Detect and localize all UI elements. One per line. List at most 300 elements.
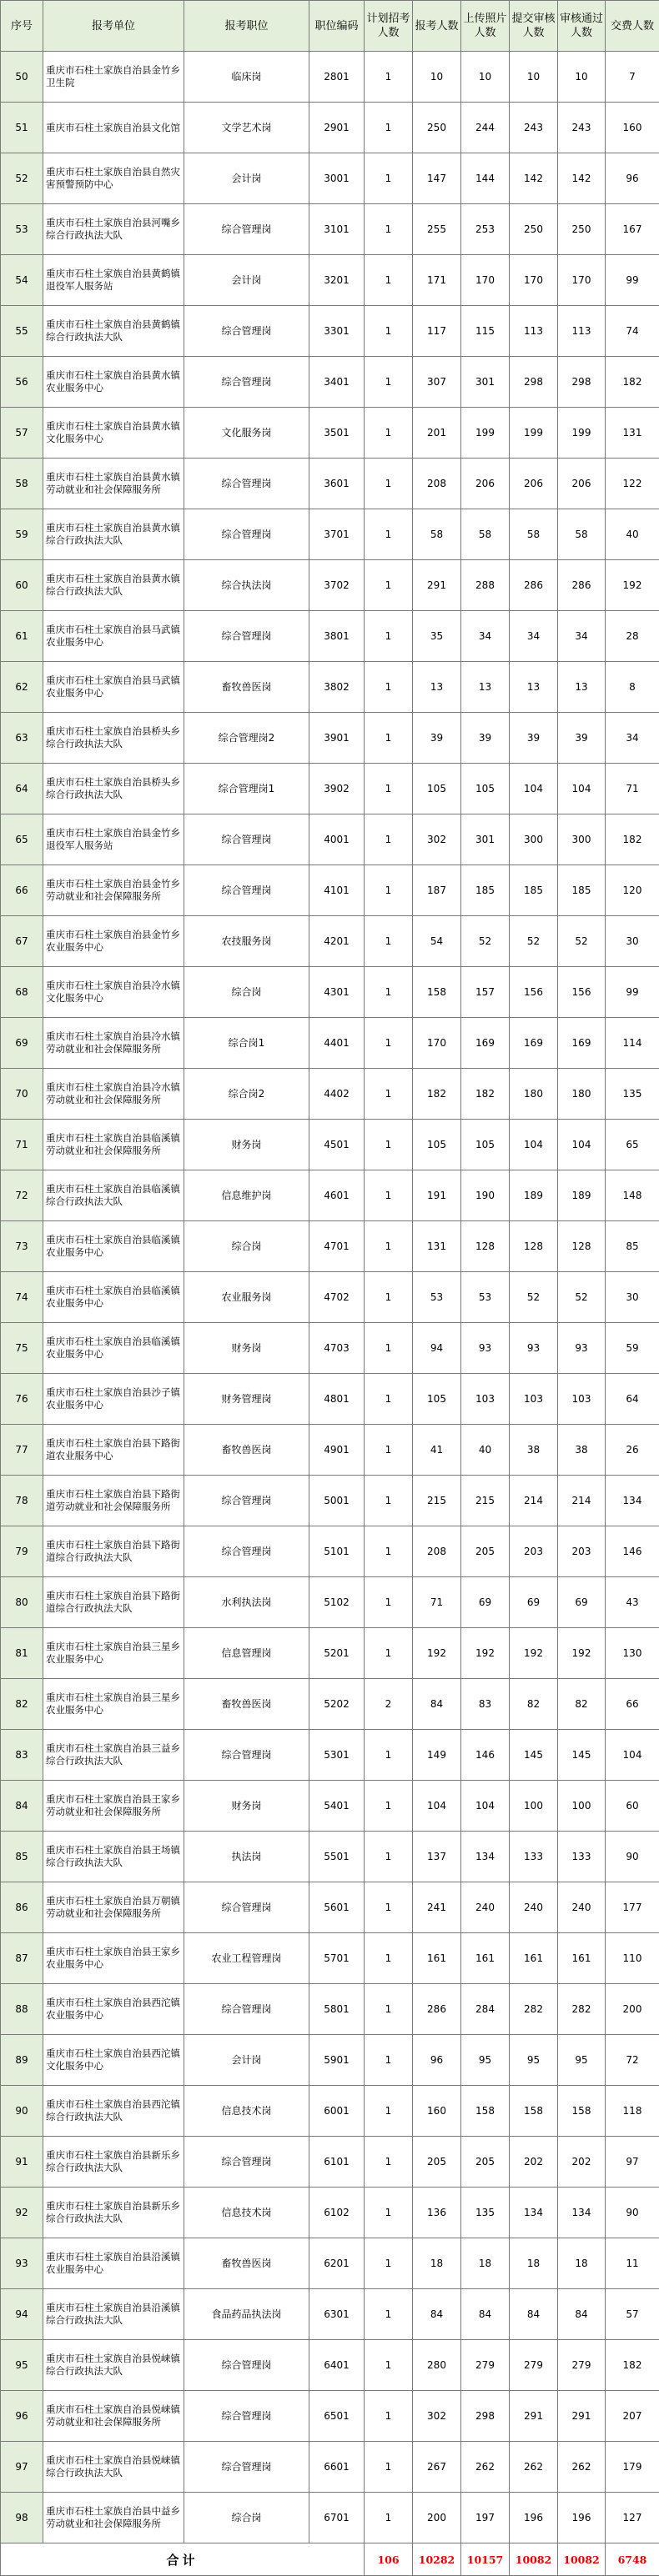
row-applicants: 171: [413, 255, 461, 306]
row-planned: 1: [365, 1781, 413, 1832]
row-index: 57: [1, 408, 43, 459]
row-applicants: 105: [413, 764, 461, 814]
row-submitted: 93: [510, 1323, 558, 1374]
row-submitted: 39: [510, 713, 558, 764]
row-photos: 34: [461, 611, 510, 662]
row-unit: 重庆市石柱土家族自治县三益乡综合行政执法大队: [43, 1730, 184, 1781]
row-index: 63: [1, 713, 43, 764]
row-index: 70: [1, 1069, 43, 1120]
row-code: 3901: [309, 713, 365, 764]
row-applicants: 13: [413, 662, 461, 713]
row-paid: 90: [606, 1832, 659, 1882]
row-unit: 重庆市石柱土家族自治县中益乡劳动就业和社会保障服务所: [43, 2493, 184, 2543]
row-code: 2801: [309, 52, 365, 103]
table-row: [1, 52, 659, 103]
row-code: 3401: [309, 357, 365, 408]
row-applicants: 84: [413, 2289, 461, 2340]
row-code: 3501: [309, 408, 365, 459]
row-position: 文化服务岗: [184, 408, 309, 459]
row-planned: 1: [365, 2137, 413, 2188]
row-planned: 1: [365, 2035, 413, 2086]
row-code: 5801: [309, 1984, 365, 2035]
row-paid: 114: [606, 1018, 659, 1069]
row-index: 66: [1, 865, 43, 916]
row-unit: 重庆市石柱土家族自治县下路街道劳动就业和社会保障服务所: [43, 1476, 184, 1526]
header-paid: 交费人数: [606, 1, 659, 52]
row-unit: 重庆市石柱土家族自治县临溪镇综合行政执法大队: [43, 1170, 184, 1221]
row-planned: 1: [365, 1984, 413, 2035]
row-paid: 43: [606, 1577, 659, 1628]
row-applicants: 255: [413, 204, 461, 255]
row-position: 畜牧兽医岗: [184, 2238, 309, 2289]
row-code: 6301: [309, 2289, 365, 2340]
row-photos: 135: [461, 2188, 510, 2238]
row-paid: 179: [606, 2442, 659, 2493]
row-submitted: 10: [510, 52, 558, 103]
row-position: 信息技术岗: [184, 2086, 309, 2137]
header-planned: 计划招考人数: [365, 1, 413, 52]
table-row: [1, 1781, 659, 1832]
row-index: 81: [1, 1628, 43, 1679]
row-position: 综合岗: [184, 1221, 309, 1272]
row-index: 69: [1, 1018, 43, 1069]
row-position: 综合管理岗: [184, 204, 309, 255]
row-paid: 130: [606, 1628, 659, 1679]
row-planned: 2: [365, 1679, 413, 1730]
row-code: 5901: [309, 2035, 365, 2086]
row-code: 4701: [309, 1221, 365, 1272]
table-row: [1, 459, 659, 509]
row-unit: 重庆市石柱土家族自治县临溪镇农业服务中心: [43, 1221, 184, 1272]
row-planned: 1: [365, 357, 413, 408]
row-paid: 40: [606, 509, 659, 560]
row-position: 综合管理岗: [184, 1984, 309, 2035]
row-unit: 重庆市石柱土家族自治县桥头乡综合行政执法大队: [43, 713, 184, 764]
header-unit: 报考单位: [43, 1, 184, 52]
row-planned: 1: [365, 1730, 413, 1781]
row-photos: 58: [461, 509, 510, 560]
header-approved: 审核通过人数: [558, 1, 606, 52]
row-submitted: 38: [510, 1425, 558, 1476]
row-approved: 133: [558, 1832, 606, 1882]
row-unit: 重庆市石柱土家族自治县冷水镇文化服务中心: [43, 967, 184, 1018]
row-paid: 64: [606, 1374, 659, 1425]
row-approved: 142: [558, 153, 606, 204]
row-approved: 145: [558, 1730, 606, 1781]
row-submitted: 69: [510, 1577, 558, 1628]
row-photos: 288: [461, 560, 510, 611]
row-code: 6102: [309, 2188, 365, 2238]
row-position: 综合管理岗: [184, 2137, 309, 2188]
row-photos: 240: [461, 1882, 510, 1933]
row-approved: 189: [558, 1170, 606, 1221]
table-row: [1, 2188, 659, 2238]
row-approved: 291: [558, 2391, 606, 2442]
row-unit: 重庆市石柱土家族自治县黄水镇农业服务中心: [43, 357, 184, 408]
row-photos: 103: [461, 1374, 510, 1425]
row-index: 67: [1, 916, 43, 967]
row-unit: 重庆市石柱土家族自治县三星乡农业服务中心: [43, 1679, 184, 1730]
row-unit: 重庆市石柱土家族自治县王场镇综合行政执法大队: [43, 1832, 184, 1882]
row-index: 56: [1, 357, 43, 408]
row-position: 综合管理岗: [184, 306, 309, 357]
row-approved: 286: [558, 560, 606, 611]
row-paid: 127: [606, 2493, 659, 2543]
row-code: 5201: [309, 1628, 365, 1679]
row-approved: 158: [558, 2086, 606, 2137]
header-index: 序号: [1, 1, 43, 52]
row-unit: 重庆市石柱土家族自治县桥头乡综合行政执法大队: [43, 764, 184, 814]
row-paid: 59: [606, 1323, 659, 1374]
row-code: 4801: [309, 1374, 365, 1425]
row-approved: 104: [558, 764, 606, 814]
row-approved: 180: [558, 1069, 606, 1120]
row-approved: 282: [558, 1984, 606, 2035]
row-unit: 重庆市石柱土家族自治县西沱镇文化服务中心: [43, 2035, 184, 2086]
row-code: 6501: [309, 2391, 365, 2442]
row-position: 畜牧兽医岗: [184, 1679, 309, 1730]
row-position: 农技服务岗: [184, 916, 309, 967]
row-approved: 104: [558, 1120, 606, 1170]
row-unit: 重庆市石柱土家族自治县金竹乡劳动就业和社会保障服务所: [43, 865, 184, 916]
row-submitted: 291: [510, 2391, 558, 2442]
row-index: 62: [1, 662, 43, 713]
row-paid: 200: [606, 1984, 659, 2035]
row-submitted: 196: [510, 2493, 558, 2543]
row-paid: 30: [606, 916, 659, 967]
row-index: 90: [1, 2086, 43, 2137]
row-applicants: 250: [413, 103, 461, 153]
row-photos: 128: [461, 1221, 510, 1272]
header-position: 报考职位: [184, 1, 309, 52]
row-planned: 1: [365, 814, 413, 865]
row-planned: 1: [365, 509, 413, 560]
header-photos: 上传照片人数: [461, 1, 510, 52]
row-index: 50: [1, 52, 43, 103]
header-position-code: 职位编码: [309, 1, 365, 52]
row-submitted: 52: [510, 1272, 558, 1323]
row-code: 6701: [309, 2493, 365, 2543]
row-paid: 71: [606, 764, 659, 814]
row-photos: 10: [461, 52, 510, 103]
row-position: 畜牧兽医岗: [184, 662, 309, 713]
row-code: 3001: [309, 153, 365, 204]
table-row: [1, 1832, 659, 1882]
header-submitted: 提交审核人数: [510, 1, 558, 52]
row-paid: 74: [606, 306, 659, 357]
row-paid: 96: [606, 153, 659, 204]
row-position: 综合岗1: [184, 1018, 309, 1069]
row-photos: 95: [461, 2035, 510, 2086]
row-planned: 1: [365, 1170, 413, 1221]
row-applicants: 201: [413, 408, 461, 459]
row-position: 财务岗: [184, 1120, 309, 1170]
row-unit: 重庆市石柱土家族自治县黄水镇综合行政执法大队: [43, 509, 184, 560]
row-planned: 1: [365, 2086, 413, 2137]
row-approved: 169: [558, 1018, 606, 1069]
row-position: 会计岗: [184, 2035, 309, 2086]
row-applicants: 208: [413, 459, 461, 509]
row-approved: 262: [558, 2442, 606, 2493]
row-position: 财务岗: [184, 1323, 309, 1374]
row-approved: 113: [558, 306, 606, 357]
row-photos: 105: [461, 1120, 510, 1170]
row-paid: 66: [606, 1679, 659, 1730]
total-row: [1, 2543, 659, 2576]
row-approved: 38: [558, 1425, 606, 1476]
row-position: 综合管理岗: [184, 2391, 309, 2442]
row-planned: 1: [365, 1476, 413, 1526]
row-approved: 128: [558, 1221, 606, 1272]
row-code: 4703: [309, 1323, 365, 1374]
row-planned: 1: [365, 764, 413, 814]
row-photos: 115: [461, 306, 510, 357]
row-paid: 11: [606, 2238, 659, 2289]
row-photos: 84: [461, 2289, 510, 2340]
row-code: 4501: [309, 1120, 365, 1170]
row-planned: 1: [365, 255, 413, 306]
row-index: 79: [1, 1526, 43, 1577]
row-approved: 243: [558, 103, 606, 153]
table-row: [1, 916, 659, 967]
table-row: [1, 2238, 659, 2289]
row-applicants: 187: [413, 865, 461, 916]
row-paid: 34: [606, 713, 659, 764]
row-approved: 82: [558, 1679, 606, 1730]
row-unit: 重庆市石柱土家族自治县文化馆: [43, 103, 184, 153]
row-paid: 167: [606, 204, 659, 255]
table-row: [1, 2289, 659, 2340]
table-row: [1, 1425, 659, 1476]
table-row: [1, 1526, 659, 1577]
row-photos: 298: [461, 2391, 510, 2442]
row-unit: 重庆市石柱土家族自治县沙子镇农业服务中心: [43, 1374, 184, 1425]
row-submitted: 286: [510, 560, 558, 611]
row-index: 55: [1, 306, 43, 357]
row-unit: 重庆市石柱土家族自治县临溪镇劳动就业和社会保障服务所: [43, 1120, 184, 1170]
row-submitted: 161: [510, 1933, 558, 1984]
row-photos: 146: [461, 1730, 510, 1781]
row-code: 5102: [309, 1577, 365, 1628]
row-position: 综合管理岗: [184, 2442, 309, 2493]
row-planned: 1: [365, 560, 413, 611]
row-code: 6101: [309, 2137, 365, 2188]
row-code: 5101: [309, 1526, 365, 1577]
row-approved: 13: [558, 662, 606, 713]
row-applicants: 96: [413, 2035, 461, 2086]
table-row: [1, 1933, 659, 1984]
row-unit: 重庆市石柱土家族自治县金竹乡卫生院: [43, 52, 184, 103]
row-paid: 28: [606, 611, 659, 662]
row-photos: 39: [461, 713, 510, 764]
row-code: 3902: [309, 764, 365, 814]
table-row: [1, 865, 659, 916]
row-unit: 重庆市石柱土家族自治县三星乡农业服务中心: [43, 1628, 184, 1679]
row-index: 82: [1, 1679, 43, 1730]
table-row: [1, 611, 659, 662]
row-position: 临床岗: [184, 52, 309, 103]
table-row: [1, 357, 659, 408]
row-position: 综合管理岗: [184, 1526, 309, 1577]
row-approved: 206: [558, 459, 606, 509]
row-index: 80: [1, 1577, 43, 1628]
row-position: 综合管理岗: [184, 865, 309, 916]
table-row: [1, 1069, 659, 1120]
row-code: 3101: [309, 204, 365, 255]
row-applicants: 291: [413, 560, 461, 611]
row-position: 信息技术岗: [184, 2188, 309, 2238]
row-submitted: 169: [510, 1018, 558, 1069]
row-applicants: 170: [413, 1018, 461, 1069]
row-code: 3802: [309, 662, 365, 713]
table-row: [1, 1221, 659, 1272]
row-submitted: 58: [510, 509, 558, 560]
row-approved: 100: [558, 1781, 606, 1832]
row-position: 畜牧兽医岗: [184, 1425, 309, 1476]
row-planned: 1: [365, 1272, 413, 1323]
row-unit: 重庆市石柱土家族自治县自然灾害预警预防中心: [43, 153, 184, 204]
row-paid: 90: [606, 2188, 659, 2238]
row-paid: 182: [606, 2340, 659, 2391]
row-code: 3201: [309, 255, 365, 306]
table-row: [1, 814, 659, 865]
row-paid: 177: [606, 1882, 659, 1933]
row-applicants: 147: [413, 153, 461, 204]
row-planned: 1: [365, 713, 413, 764]
row-planned: 1: [365, 2289, 413, 2340]
row-position: 综合管理岗2: [184, 713, 309, 764]
row-paid: 99: [606, 967, 659, 1018]
table-row: [1, 764, 659, 814]
row-approved: 161: [558, 1933, 606, 1984]
table-row: [1, 2340, 659, 2391]
row-position: 综合岗2: [184, 1069, 309, 1120]
row-planned: 1: [365, 2238, 413, 2289]
row-applicants: 205: [413, 2137, 461, 2188]
row-planned: 1: [365, 2442, 413, 2493]
row-approved: 185: [558, 865, 606, 916]
row-position: 信息管理岗: [184, 1628, 309, 1679]
row-code: 5601: [309, 1882, 365, 1933]
row-applicants: 41: [413, 1425, 461, 1476]
table-row: [1, 2442, 659, 2493]
table-row: [1, 2035, 659, 2086]
header-applicants: 报考人数: [413, 1, 461, 52]
row-submitted: 95: [510, 2035, 558, 2086]
row-code: 6201: [309, 2238, 365, 2289]
row-submitted: 113: [510, 306, 558, 357]
row-applicants: 18: [413, 2238, 461, 2289]
row-code: 4702: [309, 1272, 365, 1323]
row-code: 4401: [309, 1018, 365, 1069]
row-index: 73: [1, 1221, 43, 1272]
row-applicants: 208: [413, 1526, 461, 1577]
row-unit: 重庆市石柱土家族自治县金竹乡退役军人服务站: [43, 814, 184, 865]
row-code: 5701: [309, 1933, 365, 1984]
row-applicants: 192: [413, 1628, 461, 1679]
row-photos: 262: [461, 2442, 510, 2493]
row-index: 51: [1, 103, 43, 153]
row-planned: 1: [365, 1526, 413, 1577]
row-code: 4101: [309, 865, 365, 916]
row-approved: 84: [558, 2289, 606, 2340]
row-code: 3601: [309, 459, 365, 509]
row-photos: 301: [461, 814, 510, 865]
row-unit: 重庆市石柱土家族自治县临溪镇农业服务中心: [43, 1272, 184, 1323]
table-row: [1, 2137, 659, 2188]
row-position: 综合管理岗: [184, 357, 309, 408]
row-submitted: 262: [510, 2442, 558, 2493]
row-applicants: 137: [413, 1832, 461, 1882]
row-approved: 279: [558, 2340, 606, 2391]
row-index: 74: [1, 1272, 43, 1323]
row-paid: 110: [606, 1933, 659, 1984]
row-unit: 重庆市石柱土家族自治县悦崃镇综合行政执法大队: [43, 2340, 184, 2391]
row-submitted: 104: [510, 764, 558, 814]
row-photos: 197: [461, 2493, 510, 2543]
row-applicants: 105: [413, 1374, 461, 1425]
row-index: 68: [1, 967, 43, 1018]
row-submitted: 300: [510, 814, 558, 865]
row-applicants: 200: [413, 2493, 461, 2543]
row-index: 97: [1, 2442, 43, 2493]
table-row: [1, 662, 659, 713]
row-index: 96: [1, 2391, 43, 2442]
row-photos: 253: [461, 204, 510, 255]
row-index: 72: [1, 1170, 43, 1221]
row-applicants: 131: [413, 1221, 461, 1272]
row-position: 信息维护岗: [184, 1170, 309, 1221]
table-row: [1, 1577, 659, 1628]
row-photos: 104: [461, 1781, 510, 1832]
row-unit: 重庆市石柱土家族自治县下路街道农业服务中心: [43, 1425, 184, 1476]
row-submitted: 84: [510, 2289, 558, 2340]
row-planned: 1: [365, 2188, 413, 2238]
row-approved: 202: [558, 2137, 606, 2188]
row-photos: 161: [461, 1933, 510, 1984]
total-submitted: 10082: [510, 2543, 558, 2576]
row-approved: 34: [558, 611, 606, 662]
table-row: [1, 2086, 659, 2137]
row-applicants: 94: [413, 1323, 461, 1374]
total-photos: 10157: [461, 2543, 510, 2576]
table-row: [1, 1679, 659, 1730]
row-submitted: 134: [510, 2188, 558, 2238]
total-approved: 10082: [558, 2543, 606, 2576]
row-submitted: 192: [510, 1628, 558, 1679]
row-submitted: 158: [510, 2086, 558, 2137]
row-position: 水利执法岗: [184, 1577, 309, 1628]
row-applicants: 104: [413, 1781, 461, 1832]
row-index: 60: [1, 560, 43, 611]
row-unit: 重庆市石柱土家族自治县下路街道综合行政执法大队: [43, 1526, 184, 1577]
row-planned: 1: [365, 204, 413, 255]
row-photos: 170: [461, 255, 510, 306]
row-code: 5501: [309, 1832, 365, 1882]
row-photos: 205: [461, 2137, 510, 2188]
row-paid: 182: [606, 357, 659, 408]
row-submitted: 180: [510, 1069, 558, 1120]
row-applicants: 241: [413, 1882, 461, 1933]
row-submitted: 298: [510, 357, 558, 408]
row-position: 会计岗: [184, 255, 309, 306]
row-code: 3801: [309, 611, 365, 662]
row-approved: 156: [558, 967, 606, 1018]
row-submitted: 214: [510, 1476, 558, 1526]
row-planned: 1: [365, 1221, 413, 1272]
row-approved: 69: [558, 1577, 606, 1628]
row-applicants: 160: [413, 2086, 461, 2137]
